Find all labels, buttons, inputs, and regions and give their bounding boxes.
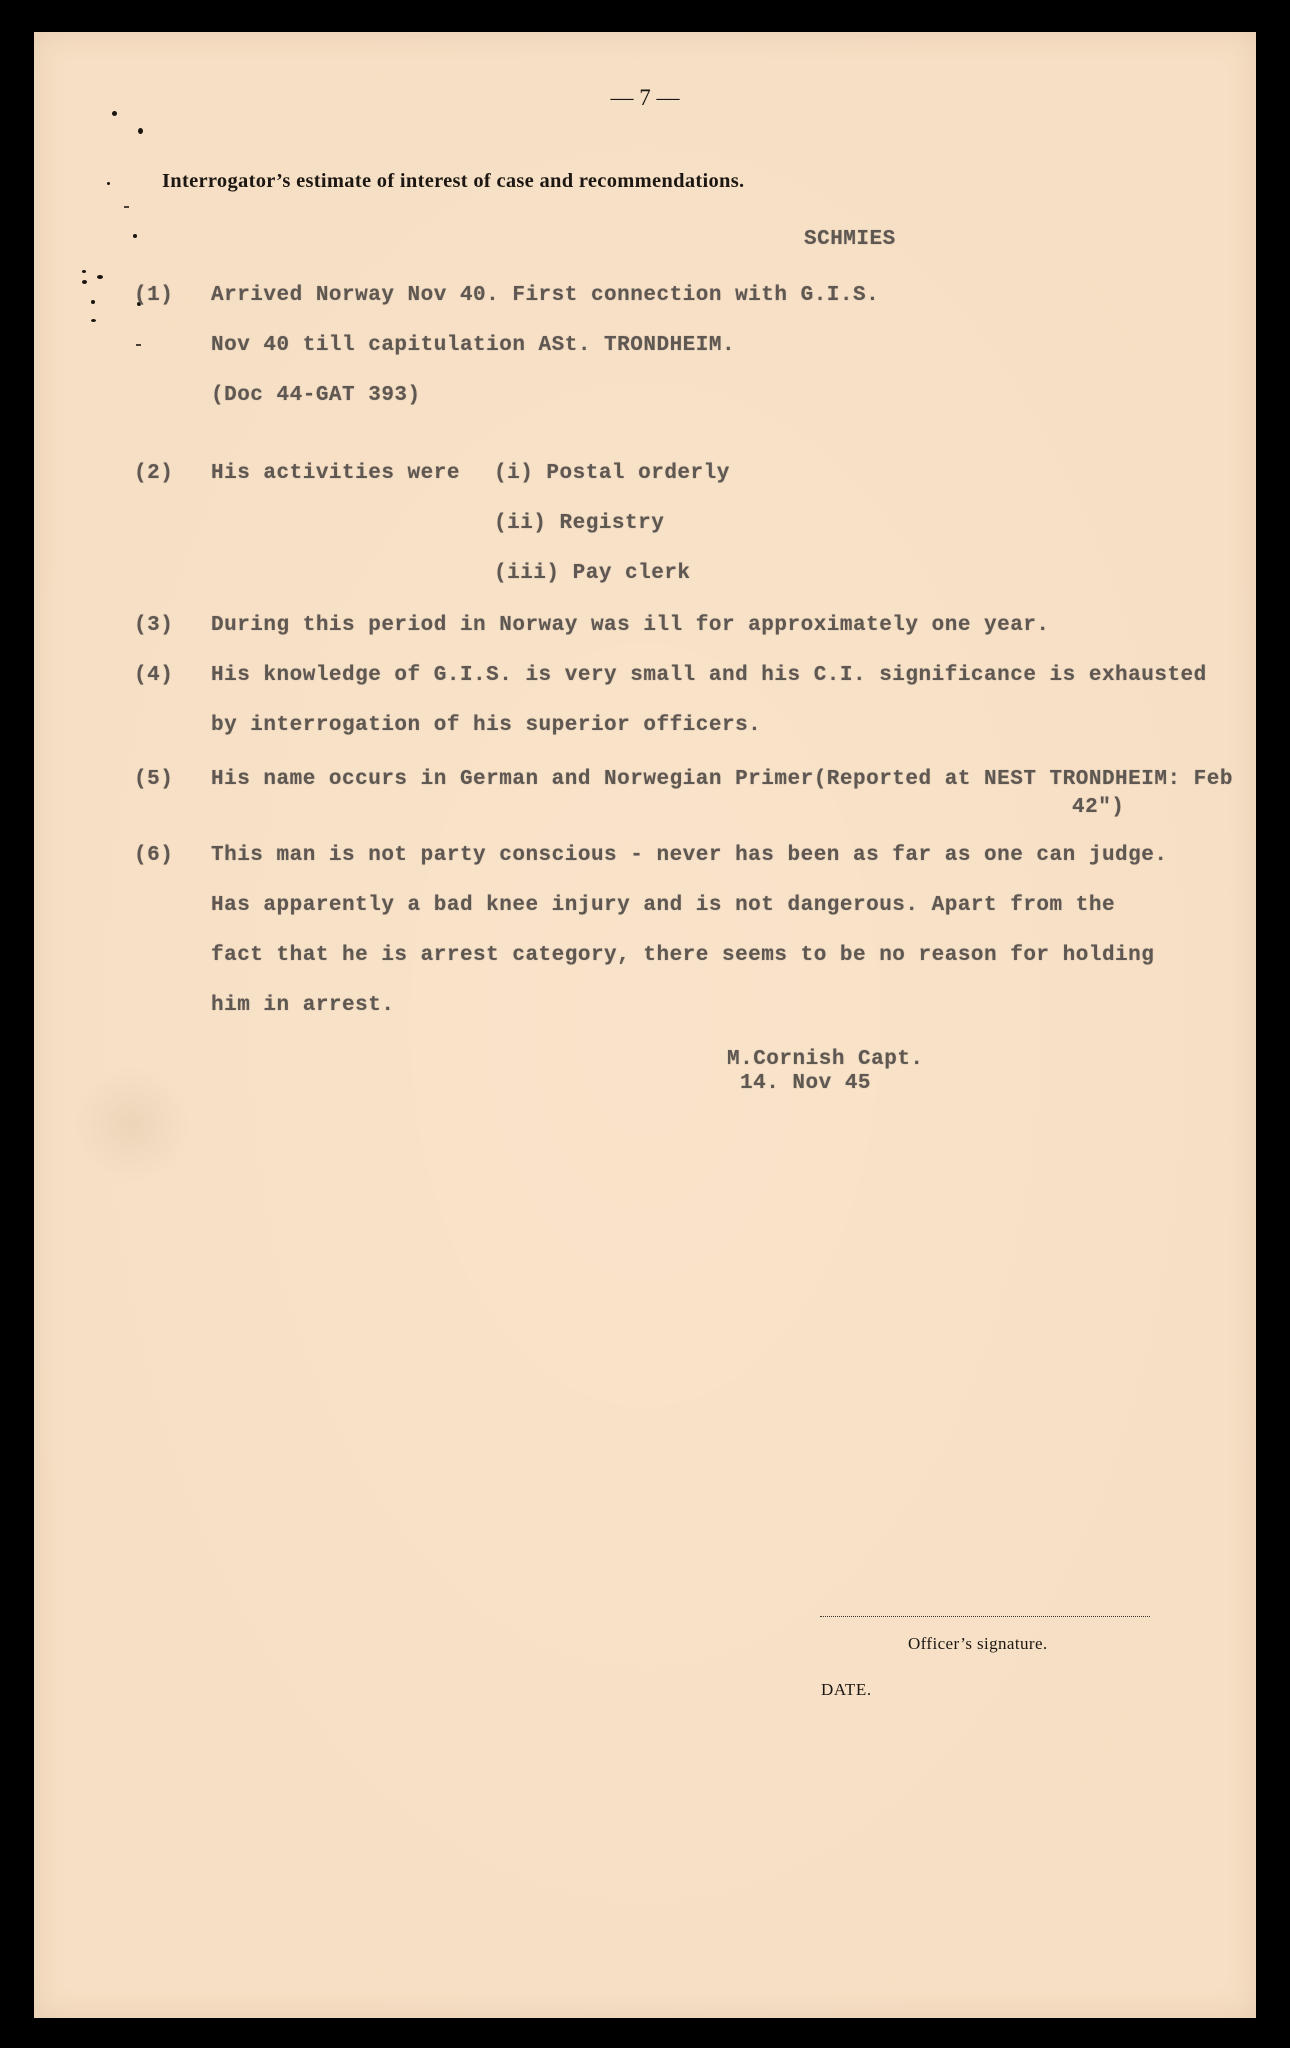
item-subitem: (iii) Pay clerk — [494, 562, 691, 585]
signature-line — [820, 1616, 1150, 1617]
margin-dash — [124, 206, 129, 208]
signoff-name: M.Cornish Capt. — [727, 1048, 924, 1071]
item-subitem: (i) Postal orderly — [494, 462, 730, 485]
item-line: him in arrest. — [211, 994, 395, 1017]
item-line: (Doc 44-GAT 393) — [211, 384, 421, 407]
margin-mark — [138, 128, 143, 134]
signature-label: Officer’s signature. — [908, 1634, 1048, 1653]
section-heading: Interrogator’s estimate of interest of case and recommendations. — [162, 170, 745, 192]
item-line: Arrived Norway Nov 40. First connection with G.I.S. — [211, 284, 880, 307]
item-line: This man is not party conscious - never has been as far as one can judge. — [211, 844, 1168, 867]
item-number: (2) — [134, 462, 174, 485]
margin-mark — [97, 275, 103, 279]
item-lead: His activities were — [211, 462, 460, 485]
item-line: His knowledge of G.I.S. is very small and his C.I. significance is exhausted — [211, 664, 1207, 687]
subject-name: SCHMIES — [804, 228, 896, 251]
margin-mark — [112, 111, 117, 116]
margin-mark — [133, 234, 137, 238]
item-number: (4) — [134, 664, 174, 687]
margin-dash — [136, 344, 141, 346]
item-line: His name occurs in German and Norwegian Primer(Reported at NEST TRONDHEIM: Feb — [211, 768, 1233, 791]
item-number: (6) — [134, 844, 174, 867]
margin-mark — [91, 319, 96, 322]
item-number: (5) — [134, 768, 174, 791]
item-line: by interrogation of his superior officers. — [211, 714, 762, 737]
item-subitem: (ii) Registry — [494, 512, 665, 535]
item-line: Has apparently a bad knee injury and is not dangerous. Apart from the — [211, 894, 1116, 917]
signoff-date: 14. Nov 45 — [740, 1072, 872, 1095]
document-page — [34, 32, 1256, 2018]
item-line: fact that he is arrest category, there seems to be no reason for holding — [211, 944, 1155, 967]
item-line: During this period in Norway was ill for approximately one year. — [211, 614, 1050, 637]
item-number: (1) — [134, 284, 174, 307]
item-line: Nov 40 till capitulation ASt. TRONDHEIM. — [211, 334, 736, 357]
date-label: DATE. — [821, 1680, 872, 1699]
item-number: (3) — [134, 614, 174, 637]
margin-mark — [107, 182, 110, 185]
margin-mark — [91, 300, 95, 304]
margin-mark — [82, 280, 87, 284]
page-number: — 7 — — [610, 85, 680, 110]
margin-mark — [82, 270, 86, 273]
item-line: 42") — [1072, 796, 1125, 819]
